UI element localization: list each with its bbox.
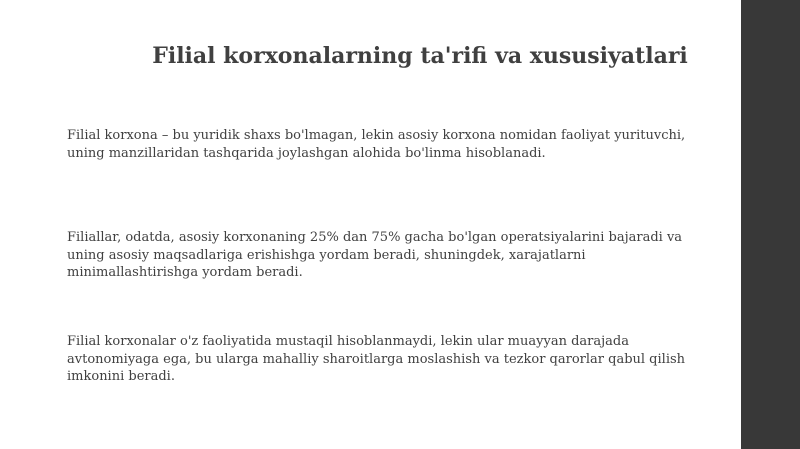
paragraph-line: imkonini beradi.	[67, 369, 175, 384]
paragraph-line: Filial korxona – bu yuridik shaxs bo'lmagan, lekin asosiy korxona nomidan faoliyat yurituvchi,	[67, 128, 686, 143]
paragraph-line: Filiallar, odatda, asosiy korxonaning 25% dan 75% gacha bo'lgan operatsiyalarini bajaradi va	[67, 230, 683, 245]
slide-title: Filial korxonalarning ta'rifi va xususiyatlari	[152, 42, 688, 69]
side-decor-bar	[741, 0, 800, 449]
paragraph-definition	[67, 127, 685, 162]
paragraph-autonomy	[67, 333, 685, 386]
paragraph-line: Filial korxonalar o'z faoliyatida mustaqil hisoblanmaydi, lekin ular muayyan darajada	[67, 334, 629, 349]
paragraph-operations	[67, 229, 682, 282]
paragraph-line: minimallashtirishga yordam beradi.	[67, 265, 303, 280]
paragraph-line: uning manzillaridan tashqarida joylashgan alohida bo'linma hisoblanadi.	[67, 145, 546, 161]
paragraph-line: uning asosiy maqsadlariga erishishga yordam beradi, shuningdek, xarajatlarni	[67, 247, 586, 263]
paragraph-line: avtonomiyaga ega, bu ularga mahalliy sharoitlarga moslashish va tezkor qarorlar qabul qilish	[67, 351, 686, 367]
